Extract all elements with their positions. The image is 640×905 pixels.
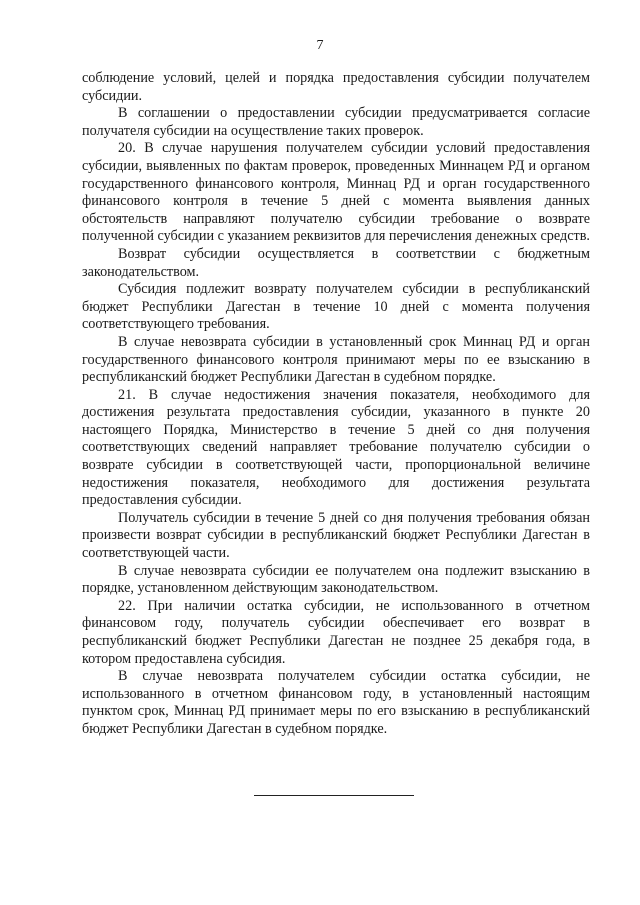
paragraph-return-deadline: Субсидия подлежит возврату получателем субсидии в республиканский бюджет Республики Дагестан в течение 10 дней с момента получения соответствующего требования. xyxy=(82,281,590,333)
paragraph-agreement-consent: В соглашении о предоставлении субсидии предусматривается согласие получателя субсидии на осуществление таких проверок. xyxy=(82,105,590,139)
paragraph-court-recovery: В случае невозврата субсидии в установленный срок Миннац РД и орган государственного финансового контроля принимают меры по ее взысканию в республиканский бюджет Республики Дагестан в судебном порядке. xyxy=(82,333,590,386)
end-separator-line xyxy=(254,795,414,796)
paragraph-return-legislation: Возврат субсидии осуществляется в соответствии с бюджетным законодательством. xyxy=(82,245,590,280)
page-number: 7 xyxy=(316,38,324,53)
paragraph-recovery-procedure: В случае невозврата субсидии ее получателем она подлежит взысканию в порядке, установленном действующим законодательством. xyxy=(82,562,590,597)
paragraph-remainder-recovery: В случае невозврата получателем субсидии остатка субсидии, не использованного в отчетном финансовом году, в установленный настоящим пунктом срок, Миннац РД принимает меры по его взысканию в республиканский бюджет Республики Дагестан в судебном порядке. xyxy=(82,668,590,737)
document-body xyxy=(82,70,590,739)
paragraph-clause-22: 22. При наличии остатка субсидии, не использованного в отчетном финансовом году, получатель субсидии обеспечивает его возврат в республиканский бюджет Республики Дагестан не позднее 25 декабря года, в котором предоставлена субсидия. xyxy=(82,597,590,667)
paragraph-continuation: соблюдение условий, целей и порядка предоставления субсидии получателем субсидии. xyxy=(82,70,590,104)
paragraph-clause-20: 20. В случае нарушения получателем субсидии условий предоставления субсидии, выявленных по фактам проверок, проведенных Миннацем РД и органом государственного финансового контроля, Миннац РД и орган государственного финансового контроля в течение 5 дней с момента выявления данных обстоятельств направляют получателю субсидии требование о возврате полученной субсидии с указанием реквизитов для перечисления денежных средств. xyxy=(82,140,590,245)
paragraph-return-obligation: Получатель субсидии в течение 5 дней со дня получения требования обязан произвести возврат субсидии в республиканский бюджет Республики Дагестан в соответствующей части. xyxy=(82,509,590,562)
paragraph-clause-21: 21. В случае недостижения значения показателя, необходимого для достижения результата предоставления субсидии, указанного в пункте 20 настоящего Порядка, Министерство в течение 5 дней со дня получения соответствующих сведений направляет требование получателю субсидии о возврате субсидии в соответствующей части, пропорциональной величине недостижения показателя, необходимого для достижения результата предоставления субсидии. xyxy=(82,386,590,509)
